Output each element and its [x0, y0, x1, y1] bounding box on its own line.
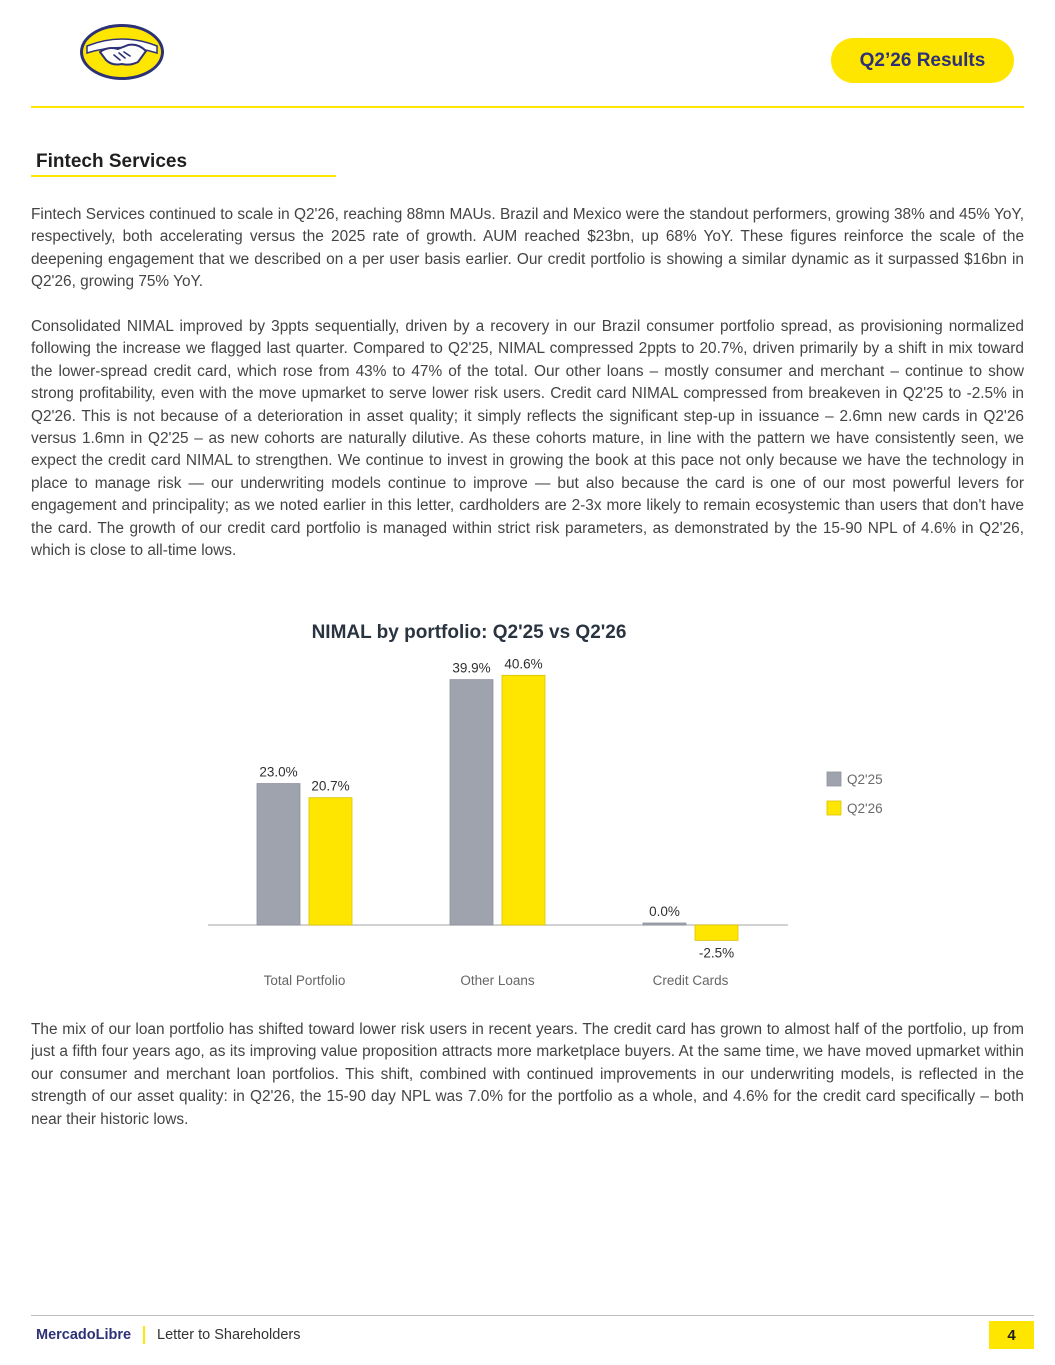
footer-separator [143, 1326, 145, 1344]
data-label: 20.7% [311, 778, 350, 794]
body-paragraph-1: Fintech Services continued to scale in Q2'26, reaching 88mn MAUs. Brazil and Mexico were the standout performers, growing 38% and 45% YoY, respectively, both accelerating versus the 2025 rate of growth. AUM reached $23bn, up 68% YoY. These figures reinforce the scale of the deepening engagement that we described on a per user basis earlier. Our credit portfolio is showing a similar dynamic as it surpassed $16bn in Q2'26, growing 75% YoY. [31, 206, 1024, 291]
data-label: 0.0% [649, 904, 680, 919]
category-label: Total Portfolio [263, 973, 346, 988]
legend-swatch [827, 801, 841, 815]
nimal-bar-chart [0, 605, 1055, 1005]
category-label: Credit Cards [652, 973, 729, 988]
legend-label: Q2'25 [847, 772, 883, 787]
nimal-chart [0, 605, 1055, 1005]
section-title: Fintech Services [36, 151, 188, 172]
legend-label: Q2'26 [847, 801, 883, 816]
bar-other-loans-q2-26 [502, 675, 545, 925]
body-paragraph-2: Consolidated NIMAL improved by 3ppts sequentially, driven by a recovery in our Brazil consumer portfolio spread, as provisioning normalized following the increase we flagged last quarter. Compared to Q2'25, NIMAL compressed 2ppts to 20.7%, driven primarily by a shift in mix toward the lower-spread credit card, which rose from 43% to 47% of the total. Our other loans – mostly consumer and merchant – continue to show strong profitability, even with the move upmarket to serve lower risk users. Credit card NIMAL compressed from breakeven in Q2'25 to -2.5% in Q2'26. This is not because of a deterioration in asset quality; it simply reflects the significant step-up in issuance – 2.6mn new cards in Q2'26 versus 1.6mn in Q2'25 – as new cohorts are naturally dilutive. As these cohorts mature, in line with the pattern we have consistently seen, we expect the credit card NIMAL to strengthen. We continue to invest in growing the book at this pace not only because we have the technology in place to manage risk — our underwriting models continue to improve — but also because the card is one of our most powerful levers for engagement and principality; as we noted earlier in this letter, cardholders are 2-3x more likely to remain ecosystemic than users that don't have the card. The growth of our credit card portfolio is managed within strict risk parameters, as demonstrated by the 15-90 NPL of 4.6% in Q2'26, which is close to all-time lows. [31, 318, 1024, 560]
page-number: 4 [989, 1321, 1034, 1349]
data-label: -2.5% [698, 945, 735, 961]
section-title-underline [31, 175, 336, 177]
bar-credit-cards-q2-25 [643, 923, 686, 925]
data-label: 40.6% [504, 656, 543, 672]
results-badge: Q2’26 Results [831, 38, 1014, 83]
bar-other-loans-q2-25 [450, 680, 493, 925]
data-label: 23.0% [259, 764, 298, 780]
footer-document-title: Letter to Shareholders [157, 1327, 301, 1343]
footer-brand: MercadoLibre [36, 1327, 132, 1343]
mercadolibre-handshake-icon [78, 22, 166, 82]
category-label: Other Loans [460, 973, 535, 988]
body-paragraph-3: The mix of our loan portfolio has shifted toward lower risk users in recent years. The credit card has grown to almost half of the portfolio, up from just a fifth four years ago, as its improving value proposition attracts more marketplace buyers. At the same time, we have moved upmarket within our consumer and merchant loan portfolios. This shift, combined with continued improvements in our underwriting models, is reflected in the strength of our asset quality: in Q2'26, the 15-90 day NPL was 7.0% for the portfolio as a whole, and 4.6% for the credit card specifically – both near their historic lows. [31, 1021, 1024, 1128]
mercadolibre-logo [78, 22, 166, 82]
bar-total-portfolio-q2-25 [257, 784, 300, 925]
header-divider [31, 106, 1024, 108]
footer-divider [31, 1315, 1034, 1316]
legend-swatch [827, 772, 841, 786]
chart-title: NIMAL by portfolio: Q2'25 vs Q2'26 [311, 622, 627, 643]
bar-credit-cards-q2-26 [695, 925, 738, 940]
bar-total-portfolio-q2-26 [309, 798, 352, 925]
data-label: 39.9% [452, 660, 491, 676]
